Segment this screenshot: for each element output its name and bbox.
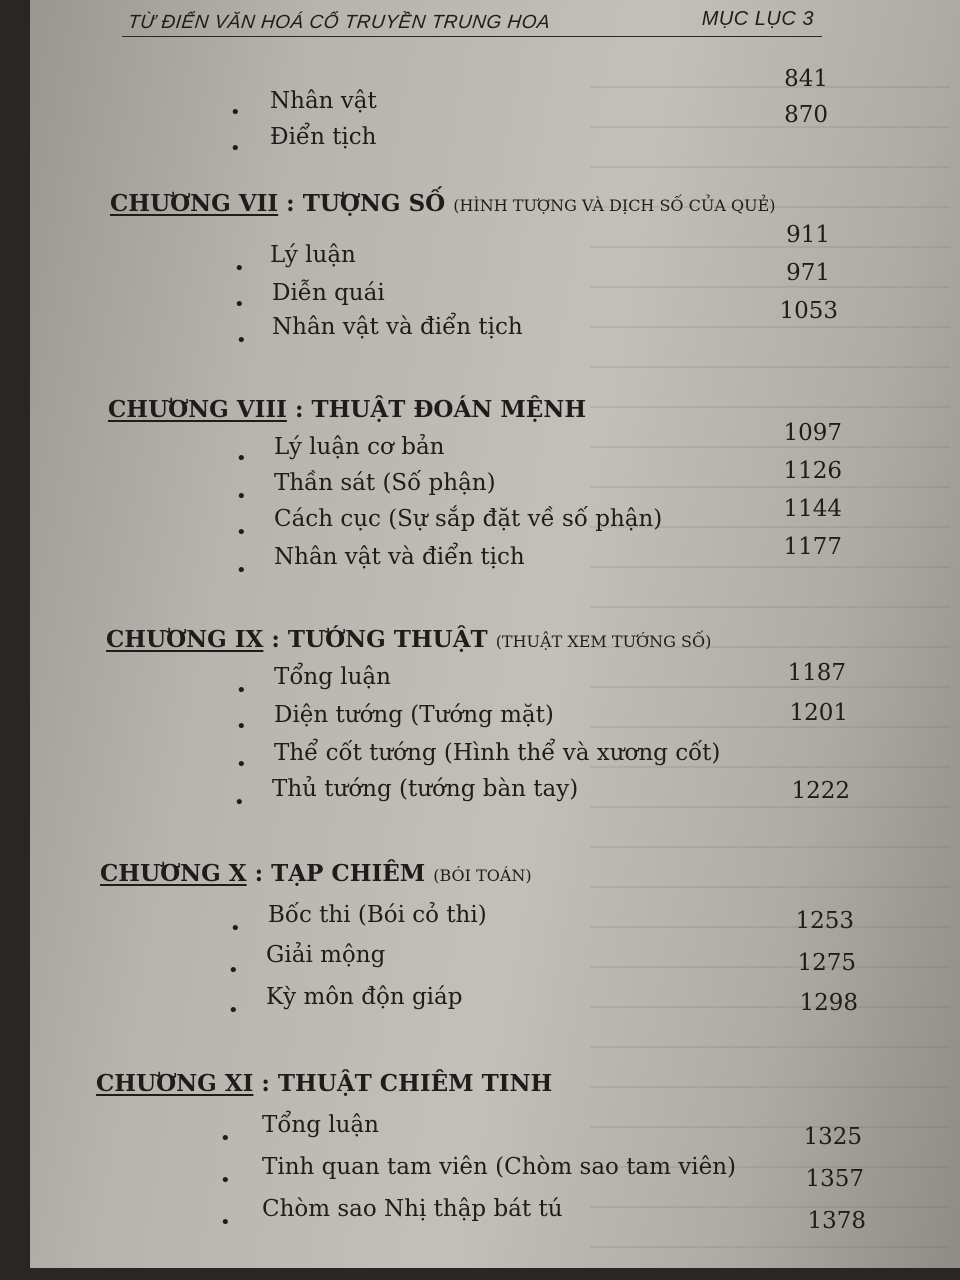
chapter-label: CHƯƠNG XI	[96, 1070, 254, 1097]
bullet-icon: •	[220, 1212, 231, 1233]
page-number: 1097	[783, 420, 842, 446]
chapter-subtitle: (BÓI TOÁN)	[433, 866, 532, 885]
chapter-subtitle: (HÌNH TƯỢNG VÀ DỊCH SỐ CỦA QUẺ)	[453, 196, 776, 215]
page-number: 1201	[789, 700, 848, 726]
bullet-icon: •	[236, 716, 247, 737]
page-number: 1187	[787, 660, 846, 686]
bullet-icon: •	[234, 294, 245, 315]
page-number: 841	[784, 66, 828, 92]
bullet-icon: •	[230, 138, 241, 159]
toc-entry: Điển tịch	[270, 124, 377, 150]
bullet-icon: •	[236, 522, 247, 543]
page-number: 1378	[807, 1208, 866, 1234]
page-number: 870	[784, 102, 828, 128]
chapter-heading: CHƯƠNG VII : TƯỢNG SỐ (HÌNH TƯỢNG VÀ DỊCH SỐ CỦA QUẺ)	[110, 190, 776, 217]
chapter-title: TƯỚNG THUẬT	[287, 626, 488, 653]
page-number: 1357	[805, 1166, 864, 1192]
bullet-icon: •	[230, 102, 241, 123]
page-number: 1325	[803, 1124, 862, 1150]
chapter-label: CHƯƠNG IX	[106, 626, 264, 653]
toc-entry: Lý luận cơ bản	[274, 434, 445, 460]
chapter-heading: CHƯƠNG IX : TƯỚNG THUẬT (THUẬT XEM TƯỚNG SỐ)	[106, 626, 712, 653]
page-number: 971	[786, 260, 830, 286]
toc-entry: Diễn quái	[272, 280, 385, 306]
toc-entry: Tổng luận	[274, 664, 391, 690]
book-page	[30, 0, 960, 1268]
toc-entry: Giải mộng	[266, 942, 386, 968]
bullet-icon: •	[220, 1170, 231, 1191]
toc-entry: Nhân vật	[270, 88, 377, 114]
toc-entry: Thần sát (Số phận)	[274, 470, 496, 496]
bullet-icon: •	[220, 1128, 231, 1149]
toc-entry: Chòm sao Nhị thập bát tú	[262, 1196, 563, 1222]
page-number: 1275	[797, 950, 856, 976]
chapter-title: THUẬT CHIÊM TINH	[277, 1070, 553, 1097]
bullet-icon: •	[234, 792, 245, 813]
toc-entry: Diện tướng (Tướng mặt)	[274, 702, 554, 728]
bullet-icon: •	[230, 918, 241, 939]
chapter-label: CHƯƠNG X	[100, 860, 247, 887]
book-title: TỪ ĐIỂN VĂN HOÁ CỔ TRUYỀN TRUNG HOA	[126, 12, 552, 33]
toc-entry: Nhân vật và điển tịch	[272, 314, 523, 340]
toc-entry: Tinh quan tam viên (Chòm sao tam viên)	[262, 1154, 737, 1180]
chapter-label: CHƯƠNG VIII	[108, 396, 287, 423]
bullet-icon: •	[228, 960, 239, 981]
chapter-title: TẠP CHIÊM	[271, 860, 426, 887]
toc-entry: Kỳ môn độn giáp	[266, 984, 463, 1010]
chapter-heading: CHƯƠNG X : TẠP CHIÊM (BÓI TOÁN)	[100, 860, 532, 887]
chapter-title: THUẬT ĐOÁN MỆNH	[311, 396, 587, 423]
toc-entry: Lý luận	[270, 242, 356, 268]
running-header	[122, 6, 822, 37]
chapter-title: TƯỢNG SỐ	[302, 190, 446, 217]
page-number: 1253	[795, 908, 854, 934]
chapter-heading: CHƯƠNG VIII : THUẬT ĐOÁN MỆNH	[108, 396, 587, 423]
bullet-icon: •	[236, 486, 247, 507]
toc-entry: Nhân vật và điển tịch	[274, 544, 525, 570]
page-number: 911	[786, 222, 830, 248]
bullet-icon: •	[236, 448, 247, 469]
bullet-icon: •	[236, 754, 247, 775]
chapter-subtitle: (THUẬT XEM TƯỚNG SỐ)	[495, 632, 712, 651]
bullet-icon: •	[236, 680, 247, 701]
page-number: 1177	[783, 534, 842, 560]
toc-entry: Cách cục (Sự sắp đặt về số phận)	[274, 506, 663, 532]
toc-entry: Tổng luận	[262, 1112, 379, 1138]
page-number: 1298	[799, 990, 858, 1016]
toc-entry: Thể cốt tướng (Hình thể và xương cốt)	[274, 740, 721, 766]
bullet-icon: •	[234, 258, 245, 279]
toc-entry: Thủ tướng (tướng bàn tay)	[272, 776, 579, 802]
chapter-heading: CHƯƠNG XI : THUẬT CHIÊM TINH	[96, 1070, 553, 1097]
page-number: 1053	[779, 298, 838, 324]
bullet-icon: •	[236, 330, 247, 351]
bullet-icon: •	[228, 1000, 239, 1021]
toc-entry: Bốc thi (Bói cỏ thi)	[268, 902, 487, 928]
section-label: MỤC LỤC 3	[701, 8, 814, 30]
bullet-icon: •	[236, 560, 247, 581]
page-number: 1126	[783, 458, 842, 484]
page-number: 1222	[791, 778, 850, 804]
page-number: 1144	[783, 496, 842, 522]
chapter-label: CHƯƠNG VII	[110, 190, 279, 217]
